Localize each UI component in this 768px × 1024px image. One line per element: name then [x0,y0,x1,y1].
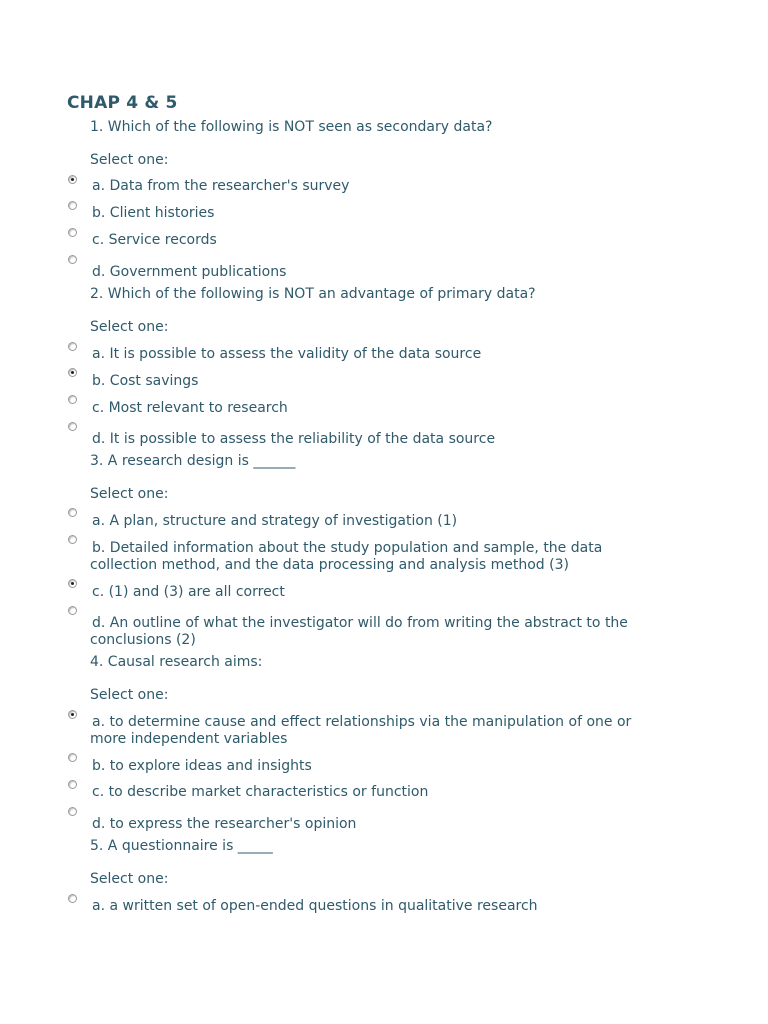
radio-q2-a[interactable] [68,342,77,351]
radio-q1-d[interactable] [68,255,77,264]
option-q2-c[interactable] [90,400,660,417]
option-q4-d[interactable] [90,816,660,833]
option-q4-c[interactable] [90,784,660,801]
option-label: c. (1) and (3) are all correct [92,584,285,600]
radio-q1-a[interactable] [68,175,77,184]
option-label: a. to determine cause and effect relationships via the manipulation of one or more independent variables [90,714,632,747]
option-q5-a[interactable] [90,898,660,915]
option-label: b. Client histories [92,205,215,221]
question-5-text: 5. A questionnaire is _____ [90,838,273,854]
option-label: b. to explore ideas and insights [92,758,312,774]
option-label: b. Cost savings [92,373,199,389]
option-q3-b[interactable] [90,540,660,574]
radio-q1-c[interactable] [68,228,77,237]
option-label: b. Detailed information about the study population and sample, the data collection method, and the data processing and analysis method (3) [90,540,603,573]
option-q4-b[interactable] [90,758,660,775]
option-q1-d[interactable] [90,264,660,281]
option-label: d. An outline of what the investigator will do from writing the abstract to the conclusions (2) [90,615,628,648]
radio-q4-d[interactable] [68,807,77,816]
option-label: d. to express the researcher's opinion [92,816,357,832]
radio-q2-c[interactable] [68,395,77,404]
option-q2-a[interactable] [90,346,660,363]
option-label: d. It is possible to assess the reliability of the data source [92,431,496,447]
option-label: a. A plan, structure and strategy of investigation (1) [92,513,458,529]
option-label: c. Service records [92,232,217,248]
option-q1-b[interactable] [90,205,660,222]
option-q1-a[interactable] [90,178,660,195]
option-q3-a[interactable] [90,513,660,530]
select-one-label: Select one: [90,486,169,502]
option-q3-c[interactable] [90,584,660,601]
question-2-text: 2. Which of the following is NOT an advantage of primary data? [90,286,536,302]
select-one-label: Select one: [90,152,169,168]
radio-q2-d[interactable] [68,422,77,431]
option-q2-d[interactable] [90,431,660,448]
select-one-label: Select one: [90,871,169,887]
document-title: CHAP 4 & 5 [67,93,178,113]
radio-q1-b[interactable] [68,201,77,210]
question-4-text: 4. Causal research aims: [90,654,263,670]
option-label: c. Most relevant to research [92,400,288,416]
select-one-label: Select one: [90,687,169,703]
radio-q3-c[interactable] [68,579,77,588]
option-label: a. a written set of open-ended questions in qualitative research [92,898,538,914]
radio-q2-b[interactable] [68,368,77,377]
question-3-text: 3. A research design is ______ [90,453,296,469]
question-1-text: 1. Which of the following is NOT seen as secondary data? [90,119,493,135]
radio-q3-a[interactable] [68,508,77,517]
option-label: a. It is possible to assess the validity of the data source [92,346,482,362]
option-label: d. Government publications [92,264,287,280]
option-q2-b[interactable] [90,373,660,390]
option-q4-a[interactable] [90,714,660,748]
radio-q4-b[interactable] [68,753,77,762]
option-q3-d[interactable] [90,615,660,649]
radio-q4-a[interactable] [68,710,77,719]
select-one-label: Select one: [90,319,169,335]
option-label: a. Data from the researcher's survey [92,178,350,194]
option-q1-c[interactable] [90,232,660,249]
radio-q4-c[interactable] [68,780,77,789]
radio-q3-d[interactable] [68,606,77,615]
option-label: c. to describe market characteristics or function [92,784,429,800]
radio-q5-a[interactable] [68,894,77,903]
radio-q3-b[interactable] [68,535,77,544]
